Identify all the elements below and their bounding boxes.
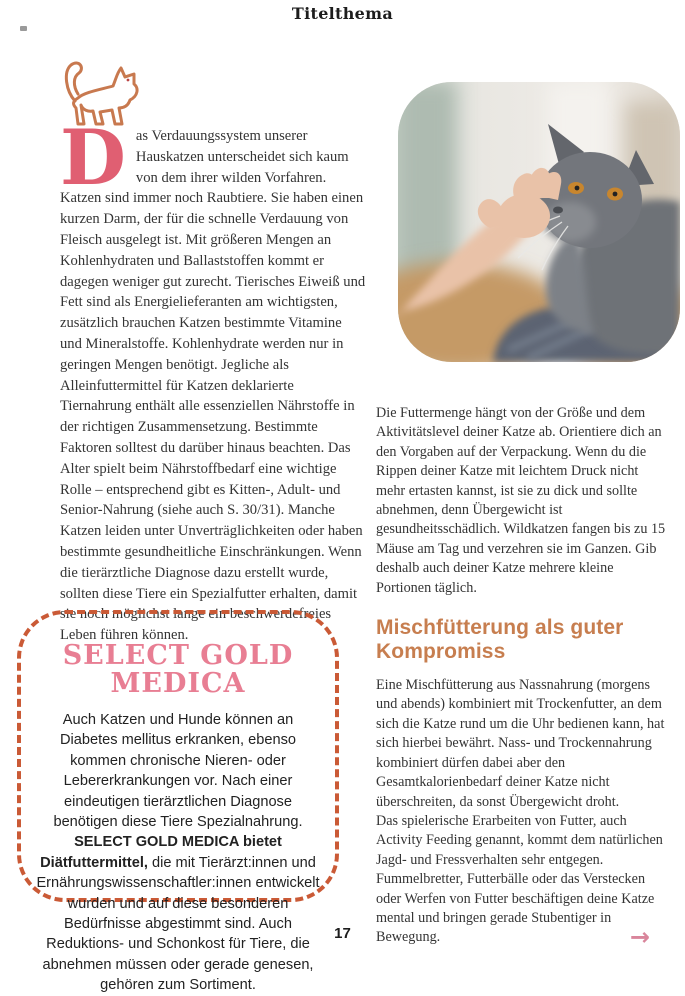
page-number: 17 (334, 925, 351, 942)
cat-pupil-right (613, 192, 618, 197)
section-heading: Mischfütterung als guter Kompromiss (376, 616, 624, 664)
promo-box-text (33, 710, 323, 996)
select-gold-medica-box (17, 610, 339, 994)
mixed-feeding-paragraph: Eine Mischfütterung aus Nassnahrung (morgens und abends) kombiniert mit Trockenfutter, an dem sich die Katze rund um die Uhr bedienen kann, hat sich hierbei bewährt. Nass- und Trockennahrung kombiniert dürfen dabei aber den Gesamtkalorienbedarf deiner Katze nicht überschreiten, da sonst Übergewicht droht. (376, 677, 665, 810)
cat-pupil-left (575, 186, 580, 191)
activity-feeding-paragraph: Das spielerische Erarbeiten von Futter, auch Activity Feeding genannt, kommt dem natürlichen Jagd- und Fressverhalten sehr entgegen. Fummelbretter, Futterbälle oder das Verstecken oder Werfen von Futter beschäftigen deine Katze mental und bringen gerade Stubentiger in Bewegung. (376, 812, 663, 946)
promo-text-pre: Auch Katzen und Hunde können an Diabetes mellitus erkranken, ebenso kommen chronische Nieren- oder Lebererkrankungen vor. Nach einer eindeutigen tierärztlichen Diagnose benötigen diese Tiere Spezialnahrung. (53, 712, 303, 831)
cat-nose (553, 207, 563, 214)
intro-paragraph-text: as Verdauungssystem unserer Hauskatzen unterscheidet sich kaum von dem ihrer wilden Vorfahren. Katzen sind immer noch Raubtiere. Sie haben einen kurzen Darm, der für die schnelle Verdauung von Fleisch ausgelegt ist. Mit größeren Mengen an Kohlenhydraten und Ballaststoffen kommt er dagegen weniger gut zurecht. Tierisches Eiweiß und Fett sind als Energielieferanten am wichtigsten, zusätzlich brauchen Katzen bestimmte Vitamine und Mineralstoffe. Kohlenhydrate werden nur in geringen Mengen benötigt. Jegliche als Alleinfuttermittel für Katzen deklarierte Tiernahrung enthält alle essenziellen Nährstoffe in der richtigen Zusammensetzung. Bestimmte Faktoren solltest du darüber hinaus beachten. Das Alter spielt beim Nährstoffbedarf eine wichtige Rolle – entsprechend gibt es Kitten-, Adult- und Senior-Nahrung (siehe auch S. 30/31). Manche Katzen leiden unter Unverträglichkeiten oder haben bestimmte gesundheitliche Einschränkungen. Wenn die tierärztliche Diagnose dazu erstellt wurde, sollten diese Tiere ein Spezialfutter erhalten, damit sie noch möglichst lange ein beschwerdefreies Leben führen können. (60, 128, 366, 644)
promo-text-bold: SELECT GOLD MEDICA bietet Diätfuttermittel, (40, 834, 282, 871)
arrow-right-icon: → (629, 922, 650, 951)
page-title: Titelthema (291, 4, 394, 23)
right-column (376, 404, 668, 950)
feeding-amount-paragraph: Die Futtermenge hängt von der Größe und dem Aktivitätslevel deiner Katze ab. Orientiere dich an den Vorgaben auf der Verpackung. Wenn du die Rippen deiner Katze mit leichtem Druck nicht mehr ertasten kannst, ist sie zu dick und sollte abnehmen, denn Übergewicht ist gesundheitsschädlich. Wildkatzen fangen bis zu 15 Mäuse am Tag und verzehren sie im Ganzen. Gib deshalb auch deiner Katze mehrere kleine Portionen täglich. (376, 405, 666, 596)
cat-photo (398, 82, 680, 362)
cat-eye (127, 79, 130, 82)
promo-box-title: SELECT GOLD MEDICA (62, 640, 294, 699)
drop-cap: D (60, 113, 126, 202)
cat-muzzle (544, 202, 596, 242)
promo-text-post: die mit Tierärzt:innen und Ernährungswissenschaftler:innen entwickelt wurden und auf diese besonderen Bedürfnisse abgestimmt sind. Auch Reduktions- und Schonkost für Tiere, die abnehmen müssen oder gerade genesen, gehören zum Sortiment. (36, 854, 320, 994)
page-fold-speck (20, 26, 27, 31)
intro-paragraph (60, 113, 366, 646)
